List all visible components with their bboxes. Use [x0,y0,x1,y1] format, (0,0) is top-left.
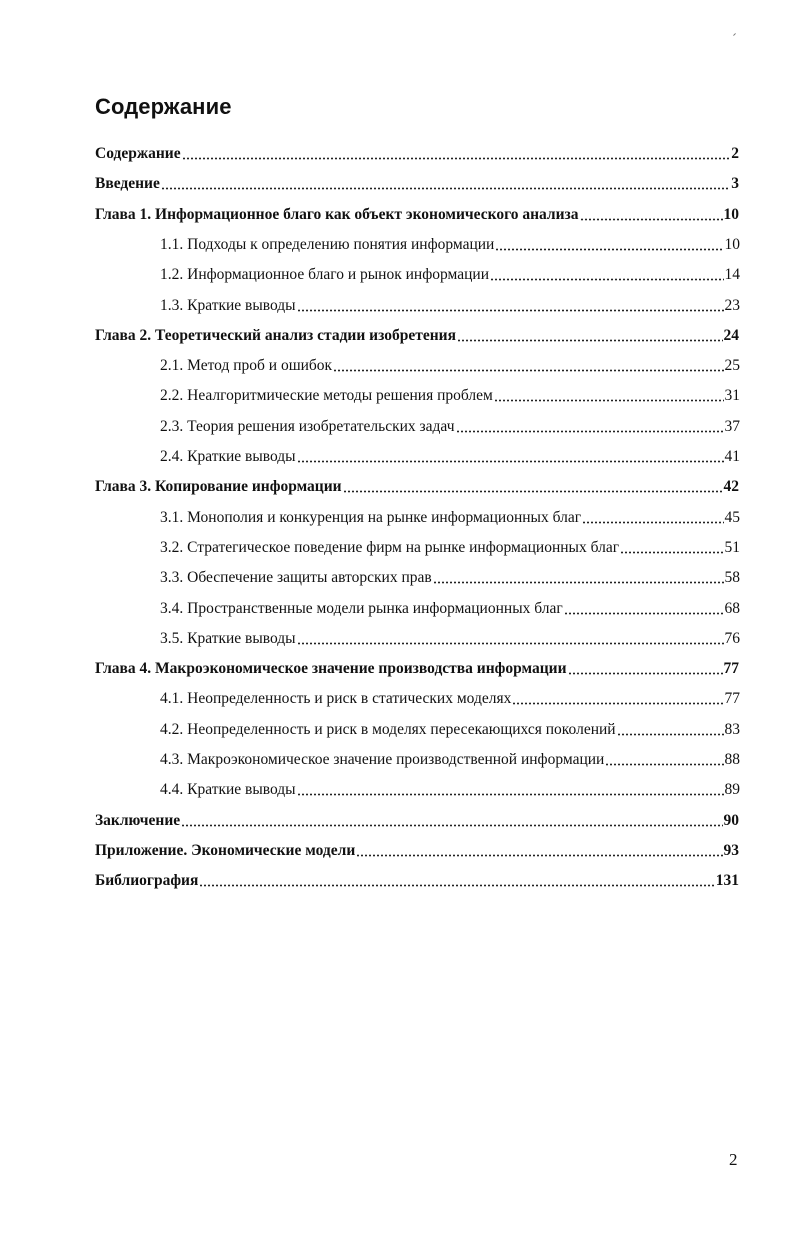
toc-dot-leader [617,733,724,736]
toc-chapter-entry[interactable] [95,169,739,199]
toc-entry-label: 4.1. Неопределенность и риск в статических моделях [160,690,512,708]
toc-section-entry[interactable] [160,594,740,624]
toc-dot-leader [297,793,724,796]
toc-chapter-entry[interactable] [95,836,739,866]
toc-dot-leader [568,672,723,675]
toc-chapter-entry[interactable] [95,866,739,896]
toc-entry-page: 14 [724,266,740,284]
toc-dot-leader [582,521,723,524]
toc-entry-page: 3 [731,175,739,193]
toc-entry-label: 4.2. Неопределенность и риск в моделях пересекающихся поколений [160,720,616,738]
toc-entry-label: 3.1. Монополия и конкуренция на рынке информационных благ [160,508,582,526]
toc-section-entry[interactable] [160,533,740,563]
toc-entry-page: 51 [724,538,740,556]
toc-dot-leader [605,763,723,766]
toc-entry-label: Глава 4. Макроэкономическое значение производства информации [95,660,567,678]
scan-artifact [733,33,736,36]
toc-dot-leader [297,460,724,463]
toc-entry-label: 4.3. Макроэкономическое значение производственной информации [160,751,605,768]
toc-entry-label: 1.1. Подходы к определению понятия информации [160,235,495,253]
toc-entry-page: 131 [715,872,739,890]
toc-entry-label: Библиография [95,872,199,890]
toc-entry-page: 31 [724,387,740,405]
toc-entry-page: 58 [724,569,740,587]
toc-section-entry[interactable] [160,624,740,654]
toc-entry-page: 77 [724,690,740,708]
toc-entry-label: 1.3. Краткие выводы [160,296,296,314]
page-title: Содержание [95,94,232,119]
toc-entry-page: 10 [724,235,740,253]
toc-section-entry[interactable] [160,260,740,290]
toc-dot-leader [343,490,723,493]
toc-entry-label: Содержание [95,145,181,162]
toc-dot-leader [161,187,730,190]
toc-section-entry[interactable] [160,715,740,745]
toc-section-entry[interactable] [160,775,740,805]
toc-section-entry[interactable] [160,503,740,533]
toc-entry-page: 10 [723,205,739,223]
toc-chapter-entry[interactable] [95,139,739,169]
toc-dot-leader [433,581,724,584]
toc-entry-page: 90 [723,811,739,829]
toc-entry-label: Глава 2. Теоретический анализ стадии изобретения [95,326,456,344]
toc-entry-label: 2.1. Метод проб и ошибок [160,357,333,375]
toc-entry-label: 3.2. Стратегическое поведение фирм на рынке информационных благ [160,538,620,556]
toc-chapter-entry[interactable] [95,806,739,836]
toc-entry-label: 3.4. Пространственные модели рынка информационных благ [160,599,563,617]
toc-entry-label: 2.3. Теория решения изобретательских задач [160,417,455,435]
toc-chapter-entry[interactable] [95,321,739,351]
toc-chapter-entry[interactable] [95,654,739,684]
page-number: 2 [729,1150,738,1169]
toc-chapter-entry[interactable] [95,200,739,230]
toc-entry-label: 2.4. Краткие выводы [160,448,296,465]
toc-dot-leader [490,278,724,281]
toc-entry-label: Глава 3. Копирование информации [95,478,342,496]
toc-entry-page: 76 [724,629,740,647]
toc-dot-leader [495,248,723,251]
toc-section-entry[interactable] [160,412,740,442]
toc-entry-label: Введение [95,175,160,193]
toc-dot-leader [297,642,724,645]
toc-dot-leader [297,309,724,312]
toc-dot-leader [620,551,723,554]
toc-entry-page: 37 [724,417,740,435]
toc-entry-page: 45 [724,508,740,526]
toc-dot-leader [356,854,722,857]
toc-dot-leader [456,430,724,433]
toc-section-entry[interactable] [160,442,740,472]
toc-entry-label: 3.3. Обеспечение защиты авторских прав [160,569,432,587]
toc-section-entry[interactable] [160,351,740,381]
toc-entry-page: 42 [723,478,739,496]
toc-entry-label: 1.2. Информационное благо и рынок информации [160,266,489,284]
toc-entry-label: Глава 1. Информационное благо как объект экономического анализа [95,205,579,223]
toc-dot-leader [512,702,723,705]
toc-dot-leader [181,824,722,827]
toc-entry-page: 41 [724,448,740,465]
toc-entry-page: 68 [724,599,740,617]
toc-entry-label: Заключение [95,811,181,829]
toc-entry-label: 2.2. Неалгоритмические методы решения проблем [160,387,493,405]
toc-section-entry[interactable] [160,745,740,775]
toc-section-entry[interactable] [160,684,740,714]
toc-entry-page: 2 [731,145,739,162]
toc-dot-leader [494,399,724,402]
toc-entry-page: 25 [724,357,740,375]
toc-entry-page: 24 [723,326,739,344]
toc-entry-page: 83 [724,720,740,738]
toc-entry-page: 93 [723,841,739,859]
toc-entry-label: 4.4. Краткие выводы [160,781,296,799]
toc-dot-leader [199,884,714,887]
toc-entry-page: 77 [723,660,739,678]
toc-entry-page: 88 [724,751,740,768]
toc-entry-label: Приложение. Экономические модели [95,841,356,859]
toc-section-entry[interactable] [160,230,740,260]
toc-entry-page: 23 [724,296,740,314]
toc-entry-label: 3.5. Краткие выводы [160,629,296,647]
toc-section-entry[interactable] [160,291,740,321]
toc-dot-leader [580,218,723,221]
toc-dot-leader [564,612,724,615]
toc-section-entry[interactable] [160,381,740,411]
toc-dot-leader [333,369,723,372]
toc-dot-leader [457,339,723,342]
toc-chapter-entry[interactable] [95,472,739,502]
toc-entry-page: 89 [724,781,740,799]
toc-section-entry[interactable] [160,563,740,593]
toc-dot-leader [182,157,731,160]
